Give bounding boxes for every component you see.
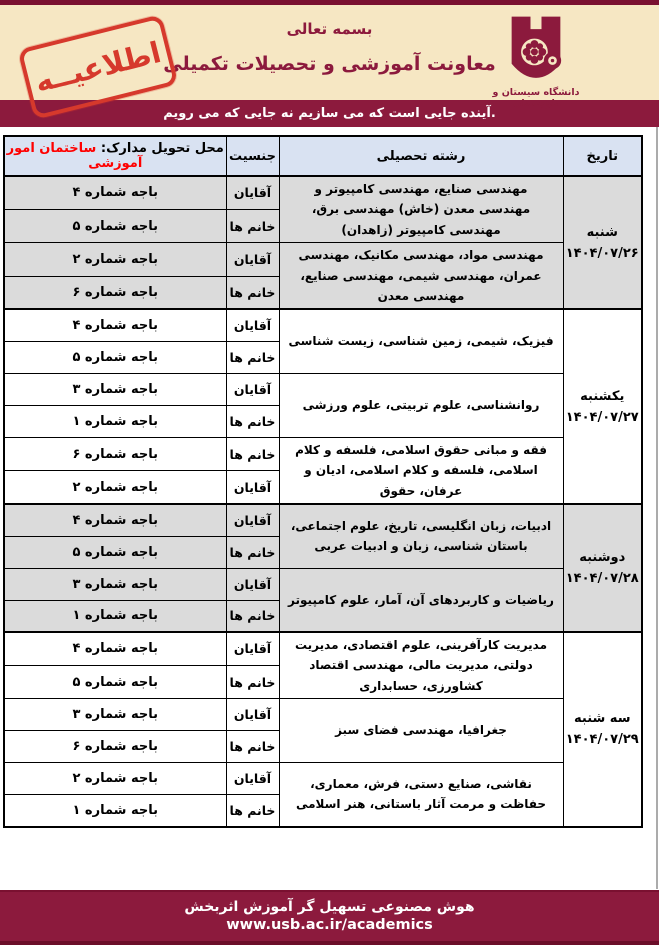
bismillah-text: بسمه تعالی — [286, 20, 373, 38]
gender-cell: خانم ها — [226, 437, 279, 470]
location-value: ساختمان امور آموزشی — [6, 141, 143, 171]
field-cell: مدیریت کارآفرینی، علوم اقتصادی، مدیریت دولتی، مدیریت مالی، مهندسی اقتصاد کشاورزی، حسابداری — [279, 632, 563, 699]
booth-cell: باجه شماره ۶ — [4, 437, 226, 470]
gender-cell: خانم ها — [226, 600, 279, 632]
date-cell — [563, 504, 642, 632]
day-date: ۱۴۰۴/۰۷/۲۶ — [565, 245, 639, 261]
footer-bar — [0, 890, 659, 945]
booth-cell: باجه شماره ۵ — [4, 341, 226, 373]
university-logo — [481, 15, 591, 109]
field-cell: روانشناسی، علوم تربیتی، علوم ورزشی — [279, 373, 563, 437]
col-header-gender: جنسیت — [226, 136, 279, 176]
col-header-location — [4, 136, 226, 176]
booth-cell: باجه شماره ۶ — [4, 276, 226, 309]
field-cell: فیزیک، شیمی، زمین شناسی، زیست شناسی — [279, 309, 563, 373]
field-cell: مهندسی مواد، مهندسی مکانیک، مهندسی عمران، مهندسی شیمی، مهندسی صنایع، مهندسی معدن — [279, 243, 563, 310]
booth-cell: باجه شماره ۲ — [4, 763, 226, 795]
booth-cell: باجه شماره ۲ — [4, 243, 226, 276]
schedule-table — [3, 135, 643, 828]
department-title: معاونت آموزشی و تحصیلات تکمیلی — [163, 53, 496, 75]
table-row — [4, 568, 642, 600]
gender-cell: آقایان — [226, 568, 279, 600]
booth-cell: باجه شماره ۲ — [4, 471, 226, 504]
booth-cell: باجه شماره ۴ — [4, 176, 226, 209]
gender-cell: خانم ها — [226, 665, 279, 698]
booth-cell: باجه شماره ۱ — [4, 405, 226, 437]
gender-cell: خانم ها — [226, 795, 279, 827]
gender-cell: خانم ها — [226, 209, 279, 242]
field-cell: جغرافیا، مهندسی فضای سبز — [279, 699, 563, 763]
date-cell — [563, 632, 642, 827]
day-date: ۱۴۰۴/۰۷/۲۹ — [565, 732, 639, 748]
footer-slogan: هوش مصنوعی تسهیل گر آموزش اثربخش — [184, 899, 475, 915]
table-row — [4, 176, 642, 209]
field-cell: ادبیات، زبان انگلیسی، تاریخ، علوم اجتماعی، باستان شناسی، زبان و ادبیات عربی — [279, 504, 563, 568]
location-label: محل تحویل مدارک: — [96, 141, 224, 156]
table-row — [4, 373, 642, 405]
table-row — [4, 309, 642, 341]
table-header-row — [4, 136, 642, 176]
booth-cell: باجه شماره ۳ — [4, 699, 226, 731]
table-row — [4, 632, 642, 665]
booth-cell: باجه شماره ۴ — [4, 504, 226, 536]
table-row — [4, 504, 642, 536]
quote-text: آینده جایی است که می سازیم نه جایی که می رویم. — [163, 106, 496, 121]
gender-cell: آقایان — [226, 176, 279, 209]
stamp-label: اطلاعیــه — [31, 34, 165, 100]
table-row — [4, 437, 642, 470]
booth-cell: باجه شماره ۱ — [4, 795, 226, 827]
page-edge-line — [656, 127, 658, 889]
gender-cell: خانم ها — [226, 341, 279, 373]
booth-cell: باجه شماره ۵ — [4, 209, 226, 242]
booth-cell: باجه شماره ۵ — [4, 665, 226, 698]
field-cell: نقاشی، صنایع دستی، فرش، معماری، حفاظت و مرمت آثار باستانی، هنر اسلامی — [279, 763, 563, 827]
booth-cell: باجه شماره ۵ — [4, 536, 226, 568]
gender-cell: آقایان — [226, 373, 279, 405]
booth-cell: باجه شماره ۳ — [4, 373, 226, 405]
field-cell: ریاضیات و کاربردهای آن، آمار، علوم کامپیوتر — [279, 568, 563, 632]
day-date: ۱۴۰۴/۰۷/۲۷ — [565, 409, 639, 425]
field-cell: فقه و مبانی حقوق اسلامی، فلسفه و کلام اسلامی، فلسفه و کلام اسلامی، ادیان و عرفان، حقوق — [279, 437, 563, 504]
gender-cell: آقایان — [226, 309, 279, 341]
booth-cell: باجه شماره ۴ — [4, 632, 226, 665]
gender-cell: خانم ها — [226, 405, 279, 437]
date-cell — [563, 176, 642, 309]
table-row — [4, 699, 642, 731]
university-name: دانشگاه سیستان و بلوچستان — [492, 87, 580, 109]
table-row — [4, 763, 642, 795]
gender-cell: خانم ها — [226, 731, 279, 763]
booth-cell: باجه شماره ۱ — [4, 600, 226, 632]
gender-cell: آقایان — [226, 763, 279, 795]
gender-cell: آقایان — [226, 632, 279, 665]
col-header-date: تاریخ — [563, 136, 642, 176]
footer-url: www.usb.ac.ir/academics — [226, 917, 433, 933]
col-header-field: رشته تحصیلی — [279, 136, 563, 176]
day-name: شنبه — [586, 224, 618, 240]
gender-cell: خانم ها — [226, 536, 279, 568]
gender-cell: آقایان — [226, 243, 279, 276]
day-name: یکشنبه — [580, 388, 625, 404]
booth-cell: باجه شماره ۳ — [4, 568, 226, 600]
gender-cell: آقایان — [226, 471, 279, 504]
booth-cell: باجه شماره ۴ — [4, 309, 226, 341]
day-name: سه شنبه — [574, 711, 631, 727]
field-cell: مهندسی صنایع، مهندسی کامپیوتر و مهندسی معدن (خاش) مهندسی برق، مهندسی کامپیوتر (زاهدان) — [279, 176, 563, 243]
gender-cell: آقایان — [226, 699, 279, 731]
university-logo-icon — [499, 15, 573, 81]
gender-cell: آقایان — [226, 504, 279, 536]
gender-cell: خانم ها — [226, 276, 279, 309]
date-cell — [563, 309, 642, 504]
day-date: ۱۴۰۴/۰۷/۲۸ — [565, 571, 639, 587]
day-name: دوشنبه — [579, 550, 626, 566]
header-banner — [0, 5, 659, 109]
table-row — [4, 243, 642, 276]
booth-cell: باجه شماره ۶ — [4, 731, 226, 763]
